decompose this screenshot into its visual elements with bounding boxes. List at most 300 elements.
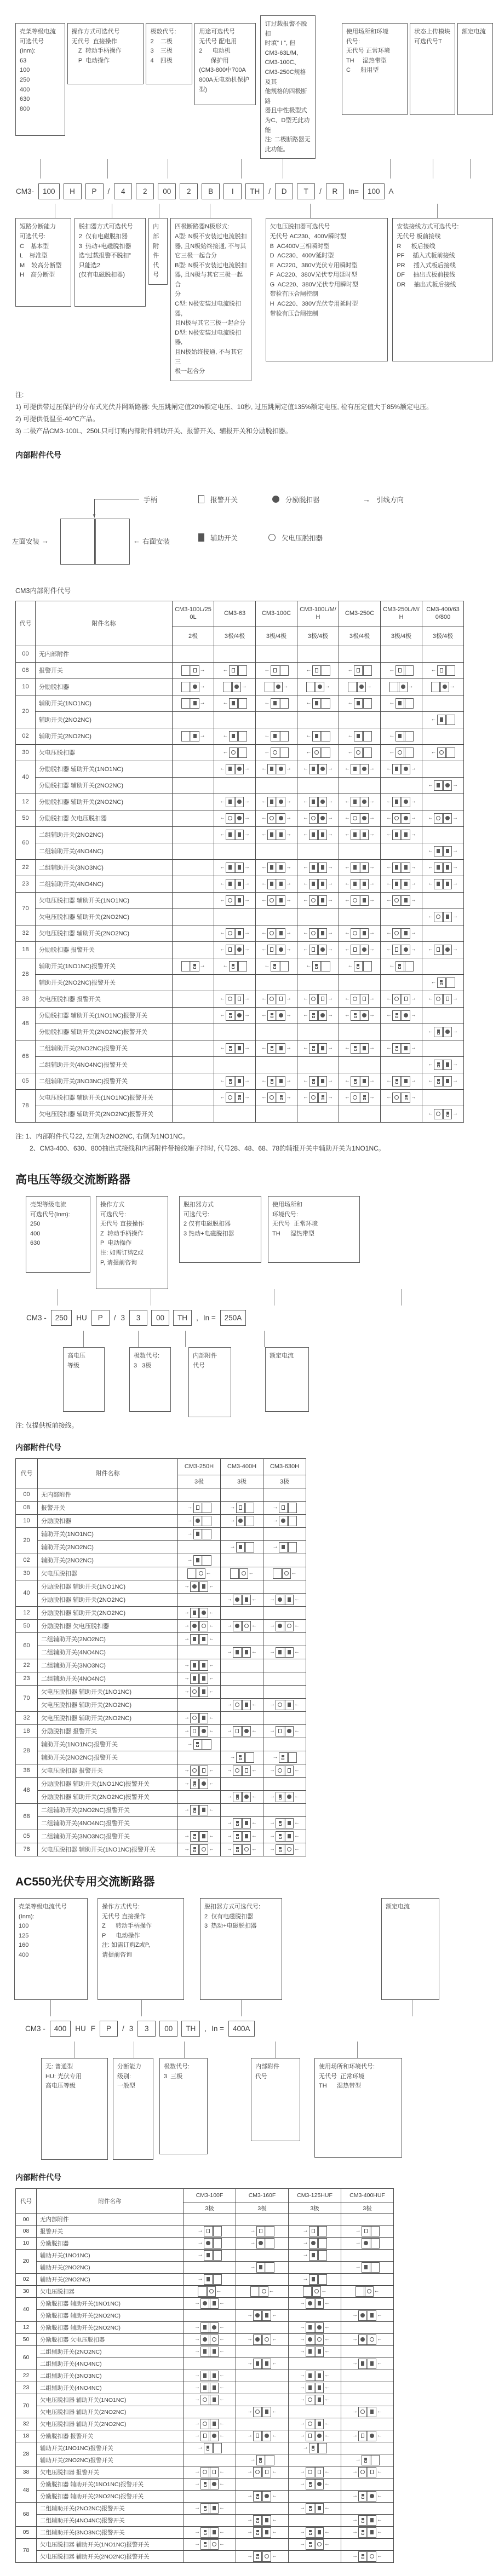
box-text-line: 160 (19, 1942, 29, 1949)
accessory-compartment (400, 1093, 410, 1102)
accessory-code: 70 (16, 2394, 37, 2418)
box-text-line: 无代号 AC230、400V瞬时型 (270, 233, 347, 240)
accessory-compartment (317, 797, 326, 807)
accessory-cell (297, 859, 339, 876)
lead-direction-arrow-icon: ← (345, 798, 350, 805)
accessory-compartment (442, 814, 451, 823)
lead-direction-arrow-icon: ← (222, 749, 228, 756)
accessory-cell (341, 2442, 394, 2454)
accessory-position-icon (184, 1674, 214, 1684)
accessory-box (351, 928, 369, 939)
accessory-position-icon (227, 1621, 257, 1631)
lead-direction-arrow-icon: ← (324, 2348, 330, 2355)
lead-direction-arrow-icon: → (286, 881, 291, 887)
accessory-cell (214, 679, 256, 695)
filled-square (437, 1079, 440, 1081)
accessory-cell (236, 2538, 289, 2550)
lead-direction-arrow-icon: → (194, 2541, 200, 2548)
lead-direction-arrow-icon: ← (345, 897, 350, 904)
accessory-compartment (190, 666, 199, 675)
aux-switch-symbol (437, 865, 440, 870)
accessory-position-icon (345, 1010, 375, 1021)
aux-switch-symbol (357, 701, 360, 705)
model-code-text: A (388, 187, 394, 196)
accessory-box (362, 2262, 380, 2273)
accessory-compartment (393, 814, 400, 823)
accessory-compartment (366, 2335, 376, 2344)
accessory-compartment (201, 2419, 209, 2429)
lead-direction-arrow-icon: ← (220, 1094, 225, 1101)
lead-direction-arrow-icon: → (272, 1517, 278, 1524)
shunt-release-symbol (370, 2494, 374, 2498)
undervoltage-release-symbol (228, 931, 232, 935)
open-square (312, 2448, 314, 2451)
accessory-position-icon (303, 764, 333, 774)
open-square (398, 967, 401, 969)
lead-direction-arrow-icon: → (230, 1517, 236, 1524)
lead-direction-arrow-icon: → (411, 1012, 416, 1019)
accessory-name: 欠电压脱扣器 辅助开关(2NO2NC) (38, 1711, 178, 1724)
accessory-box (226, 945, 244, 955)
lead-direction-arrow-icon: → (369, 1094, 375, 1101)
accessory-cell (422, 1089, 464, 1106)
accessory-compartment (201, 2480, 209, 2489)
accessory-code: 30 (16, 1567, 38, 1580)
table-row (16, 777, 464, 794)
filled-square (357, 964, 359, 966)
accessory-position-icon (265, 665, 289, 676)
accessory-compartment (206, 2287, 215, 2296)
aux-switch-symbol (288, 1821, 291, 1825)
alarm-switch-symbol (312, 947, 315, 952)
lead-direction-arrow-icon: ← (431, 716, 437, 723)
accessory-box (392, 1043, 410, 1054)
accessory-box (200, 2419, 219, 2429)
accessory-position-icon (386, 863, 416, 873)
table-row (16, 1554, 306, 1567)
accessory-compartment (396, 699, 404, 708)
accessory-compartment (314, 2371, 323, 2381)
accessory-compartment (198, 1845, 208, 1854)
accessory-compartment (234, 1044, 243, 1053)
lead-direction-arrow-icon: → (328, 996, 333, 1002)
accessory-box (200, 2467, 219, 2477)
lead-direction-arrow-icon: → (452, 913, 458, 920)
shunt-release-symbol (445, 1030, 450, 1034)
accessory-box (190, 1660, 208, 1671)
accessory-cell (341, 2345, 394, 2358)
lead-direction-arrow-icon: ← (324, 2505, 330, 2511)
accessory-position-icon (428, 1076, 458, 1086)
box-text-line: 400 (30, 1230, 41, 1237)
accessory-cell (221, 1567, 263, 1580)
undervoltage-release-symbol (353, 1095, 357, 1100)
alarm-switch-symbol (245, 1768, 248, 1773)
accessory-cell (263, 1646, 306, 1659)
accessory-cell (422, 909, 464, 925)
accessory-compartment (212, 2227, 221, 2236)
aux-switch-symbol (239, 1545, 242, 1549)
note-text: 注: 1、内部附件代号22, 左侧为2NO2NC, 右侧为1NO1NC。 (15, 1132, 190, 1140)
aux-switch-symbol (370, 2313, 374, 2318)
accessory-position-icon (181, 731, 205, 741)
open-square (282, 1758, 284, 1760)
accessory-compartment (198, 1582, 208, 1591)
lead-direction-arrow-icon: → (328, 897, 333, 904)
lead-direction-arrow-icon: → (270, 1649, 275, 1655)
lead-direction-arrow-icon: ← (306, 749, 312, 756)
lead-direction-arrow-icon: ← (251, 1767, 257, 1774)
accessory-cell (289, 2249, 341, 2261)
connector-line (40, 159, 41, 179)
accessory-position-icon (194, 2419, 225, 2429)
lead-direction-arrow-icon: → (352, 2529, 358, 2535)
alarm-switch-symbol (398, 668, 402, 672)
accessory-position-icon (303, 1092, 333, 1103)
lead-direction-arrow-icon: → (270, 1833, 275, 1839)
accessory-position-icon (303, 830, 333, 840)
cm3-notes (15, 389, 478, 438)
legend-item (268, 533, 323, 543)
model-code-text: In = (203, 1314, 216, 1323)
filled-square (207, 2446, 209, 2448)
box-text-line: 可选代号 (20, 38, 44, 45)
box-text-line: 保护用 (199, 57, 229, 64)
aux-switch-symbol (404, 882, 408, 886)
undervoltage-release-symbol (255, 2470, 260, 2474)
accessory-position-icon (428, 846, 458, 856)
accessory-position-icon (184, 1634, 214, 1645)
accessory-cell (173, 958, 214, 974)
lead-direction-arrow-icon: → (187, 1741, 193, 1747)
arrow-down-icon: ▼ (92, 513, 96, 518)
accessory-box (309, 1010, 327, 1021)
lead-direction-arrow-icon: → (227, 1701, 232, 1708)
accessory-box (434, 994, 452, 1004)
accessory-compartment (438, 978, 445, 987)
accessory-compartment (233, 1595, 241, 1605)
accessory-box (434, 1076, 452, 1086)
accessory-compartment (191, 1582, 198, 1591)
accessory-name: 二组辅助开关(4NO4NC)报警开关 (38, 1816, 178, 1830)
accessory-compartment (434, 994, 442, 1004)
accessory-box (309, 1076, 327, 1086)
accessory-position-icon (386, 1010, 416, 1021)
accessory-cell (256, 876, 297, 892)
accessory-box (309, 863, 327, 873)
accessory-position-icon (261, 1010, 291, 1021)
accessory-compartment (201, 2528, 209, 2537)
accessory-compartment (359, 2552, 366, 2561)
accessory-position-icon (220, 895, 250, 906)
accessory-position-icon (428, 813, 458, 824)
accessory-cell (381, 761, 422, 777)
aux-switch-symbol (202, 1637, 205, 1641)
lead-direction-arrow-icon: → (199, 733, 205, 739)
undervoltage-release-symbol (203, 2422, 207, 2426)
lead-direction-arrow-icon: → (194, 2324, 200, 2331)
box-text-line: 可选代号(Inm): (30, 1211, 70, 1218)
shunt-release-symbol (237, 1013, 242, 1017)
accessory-compartment (202, 1530, 211, 1539)
aux-switch-symbol (404, 898, 408, 902)
table-row (16, 1024, 464, 1040)
accessory-compartment (309, 879, 317, 889)
lead-direction-arrow-icon: ← (261, 815, 267, 821)
accessory-box (392, 879, 410, 889)
aux-switch-symbol (312, 767, 315, 771)
accessory-compartment (233, 1845, 241, 1854)
accessory-box (190, 1608, 208, 1618)
lead-direction-arrow-icon: → (286, 1012, 291, 1019)
accessory-cell (256, 892, 297, 909)
accessory-compartment (306, 2540, 314, 2549)
box-text-line: Z 转动手柄操作 (102, 1923, 152, 1930)
filled-square (362, 2518, 364, 2520)
lead-direction-arrow-icon: ← (220, 897, 225, 904)
accessory-cell (339, 761, 381, 777)
undervoltage-release-symbol (270, 898, 274, 902)
accessory-box (204, 2443, 222, 2453)
accessory-compartment (226, 994, 234, 1004)
accessory-compartment (359, 2431, 366, 2441)
accessory-compartment (317, 1044, 326, 1053)
lead-direction-arrow-icon: → (328, 946, 333, 953)
lead-direction-arrow-icon: ← (251, 1701, 257, 1708)
accessory-position-icon (300, 2503, 330, 2514)
box-text-line: F AC220、380V光伏专用延时型 (270, 272, 358, 279)
lead-direction-arrow-icon: ← (294, 1701, 300, 1708)
accessory-cell (263, 1816, 306, 1830)
accessory-cell (289, 2285, 341, 2297)
box-text-line: 3 热动+电磁脱扣器 (184, 1230, 234, 1237)
box-text-line: P 电动操作 (71, 57, 110, 64)
accessory-compartment (268, 1077, 276, 1086)
accessory-compartment (268, 830, 276, 840)
lead-direction-arrow-icon: ← (377, 2408, 382, 2415)
accessory-cell (221, 1593, 263, 1606)
lead-direction-arrow-icon: → (355, 2228, 361, 2234)
alarm-switch-symbol (193, 1729, 196, 1733)
accessory-cell (236, 2285, 289, 2297)
aux-switch-symbol (363, 832, 366, 837)
accessory-cell (422, 1056, 464, 1073)
accessory-box (193, 1555, 211, 1566)
table-row (16, 1777, 306, 1790)
accessory-compartment (209, 2383, 218, 2393)
lead-direction-arrow-icon: ← (220, 930, 225, 936)
table-body (16, 646, 464, 1122)
accessory-cell (256, 695, 297, 711)
filled-square (362, 2530, 364, 2532)
accessory-box (198, 2286, 216, 2297)
lead-direction-arrow-icon: → (247, 2408, 253, 2415)
model-code-box: I (223, 183, 242, 199)
undervoltage-release-symbol (235, 1703, 239, 1707)
lead-direction-arrow-icon: → (352, 2408, 358, 2415)
accessory-cell (178, 1659, 221, 1672)
shunt-release-symbol (308, 2337, 312, 2342)
accessory-box (267, 1010, 285, 1021)
lead-direction-arrow-icon: ← (303, 1012, 308, 1019)
open-square (239, 1758, 242, 1760)
accessory-compartment (442, 1077, 451, 1086)
accessory-box (351, 797, 369, 807)
alarm-switch-symbol (256, 2434, 259, 2438)
accessory-name: 分励脱扣器 辅助开关(1NO1NC) (37, 2297, 184, 2309)
connector-line (357, 2042, 358, 2058)
shunt-release-symbol (244, 1795, 249, 1799)
accessory-compartment (209, 2347, 218, 2356)
accessory-box (434, 863, 452, 873)
undervoltage-release-symbol (311, 997, 316, 1001)
accessory-position-icon (198, 2286, 222, 2297)
aux-switch-symbol (273, 701, 277, 705)
accessory-compartment (438, 748, 445, 757)
box-text-line: 250 (20, 76, 30, 83)
accessory-cell (256, 679, 297, 695)
table-row (16, 1073, 464, 1089)
accessory-box (200, 2527, 219, 2538)
aux-alarm-symbol (280, 1095, 283, 1100)
table-row (16, 2237, 394, 2249)
accessory-position-icon (220, 1010, 250, 1021)
accessory-compartment (396, 666, 404, 675)
lead-direction-arrow-icon: ← (272, 2312, 277, 2319)
column-header-poles: 3极 (221, 1475, 263, 1488)
accessory-compartment (198, 2287, 206, 2296)
undervoltage-release-symbol (228, 898, 232, 902)
accessory-box (190, 1687, 208, 1697)
s1-top-box-overload-alarm (260, 15, 315, 159)
accessory-box (273, 1568, 291, 1579)
accessory-compartment (241, 1819, 250, 1828)
shunt-release-symbol (404, 800, 408, 804)
accessory-box (190, 1844, 208, 1855)
box-text-line: B型: N极不安装过电流脱扣 (175, 262, 247, 269)
accessory-compartment (265, 2227, 274, 2236)
accessory-compartment (284, 1700, 293, 1710)
aux-switch-symbol (318, 2530, 321, 2534)
accessory-cell (422, 1106, 464, 1122)
accessory-name: 欠电压脱扣器 辅助开关(2NO2NC) (36, 909, 173, 925)
aux-switch-symbol (207, 2277, 210, 2281)
accessory-compartment (393, 1093, 400, 1102)
lead-direction-arrow-icon: → (300, 2469, 305, 2475)
accessory-cell (339, 711, 381, 728)
lead-direction-arrow-icon: ← (219, 2336, 225, 2343)
open-square (256, 2533, 259, 2535)
aux-alarm-symbol (354, 1079, 357, 1084)
column-header-model: CM3-250C (339, 601, 381, 626)
accessory-position-icon (194, 2322, 225, 2333)
lead-direction-arrow-icon: ← (386, 930, 392, 936)
accessory-cell (178, 1672, 221, 1685)
accessory-cell (289, 2454, 341, 2466)
lead-direction-arrow-icon: → (411, 1045, 416, 1051)
lead-direction-arrow-icon: → (300, 2300, 305, 2307)
filled-square (279, 1847, 282, 1849)
accessory-compartment (438, 666, 445, 675)
lead-direction-arrow-icon: → (184, 1780, 190, 1787)
shunt-release-symbol (237, 816, 242, 820)
model-code-text: CM3- (16, 187, 34, 196)
lead-direction-arrow-icon: ← (291, 1570, 297, 1577)
open-square (229, 1016, 232, 1018)
aux-switch-symbol (259, 2265, 262, 2269)
accessory-position-icon (227, 1700, 257, 1710)
accessory-position-icon (223, 698, 247, 709)
accessory-compartment (284, 1595, 293, 1605)
accessory-name: 欠电压脱扣器 辅助开关(2NO2NC)报警开关 (36, 1106, 173, 1122)
accessory-name: 二组辅助开关(2NO2NC)报警开关 (38, 1803, 178, 1816)
filled-square (193, 1847, 196, 1849)
table-row (16, 2466, 394, 2478)
accessory-cell (297, 925, 339, 941)
lead-direction-arrow-icon: → (197, 2276, 203, 2282)
accessory-cell (297, 958, 339, 974)
accessory-position-icon (220, 879, 250, 889)
accessory-box (190, 1831, 208, 1842)
accessory-box (395, 665, 414, 676)
lead-direction-arrow-icon: → (270, 1623, 275, 1629)
lead-direction-arrow-icon: → (300, 2396, 305, 2403)
model-code-box: H (64, 183, 82, 199)
accessory-compartment (314, 2419, 323, 2429)
accessory-box (356, 2286, 374, 2297)
column-header-code: 代号 (16, 601, 36, 646)
shunt-release-symbol (281, 1519, 285, 1523)
legend-item (198, 533, 238, 543)
lead-direction-arrow-icon: ← (345, 930, 350, 936)
lead-direction-arrow-icon: → (300, 2348, 305, 2355)
accessory-cell (289, 2213, 341, 2225)
accessory-compartment (226, 830, 234, 840)
accessory-cell (256, 1024, 297, 1040)
accessory-compartment (400, 929, 410, 938)
accessory-position-icon (306, 748, 330, 758)
aux-switch-symbol (321, 1079, 324, 1083)
lead-direction-arrow-icon: ← (428, 864, 433, 871)
accessory-position-icon (227, 1792, 257, 1802)
model-code-text: , (196, 1314, 198, 1323)
accessory-cell (184, 2297, 236, 2309)
accessory-position-icon (431, 978, 455, 988)
accessory-compartment (254, 2552, 261, 2561)
accessory-compartment (198, 1766, 208, 1775)
connector-row (0, 159, 493, 179)
accessory-compartment (276, 1845, 284, 1854)
accessory-compartment (237, 1753, 244, 1762)
accessory-compartment (314, 2335, 323, 2344)
undervoltage-release-symbol (317, 2542, 322, 2546)
accessory-position-icon (198, 2250, 222, 2261)
aux-switch-symbol (202, 1584, 205, 1589)
lead-direction-arrow-icon: ← (272, 2336, 277, 2343)
accessory-cell (178, 1501, 221, 1514)
lead-direction-arrow-icon: → (270, 1767, 275, 1774)
table-row (16, 909, 464, 925)
accessory-position-icon (270, 1792, 300, 1802)
accessory-compartment (306, 2299, 314, 2308)
accessory-position-icon (303, 945, 333, 955)
accessory-box (226, 1092, 244, 1103)
lead-direction-arrow-icon: → (286, 946, 291, 953)
accessory-compartment (257, 2456, 265, 2465)
box-text-line: 400 (20, 86, 30, 93)
aux-alarm-symbol (193, 1847, 196, 1852)
accessory-position-icon (223, 731, 247, 741)
